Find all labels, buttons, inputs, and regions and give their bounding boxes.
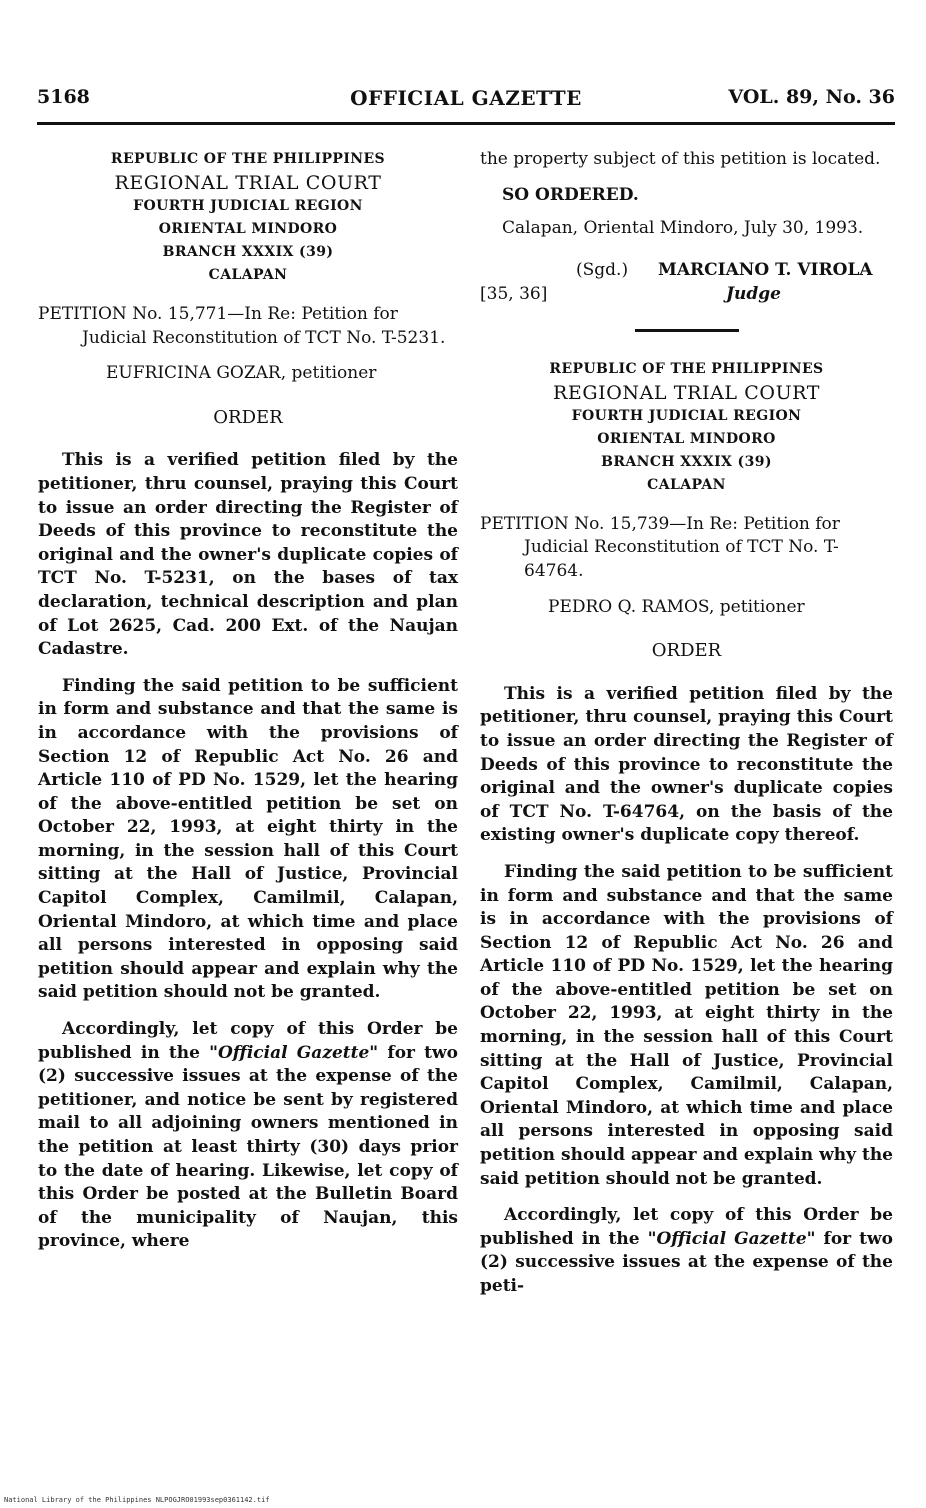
left-column <box>38 148 458 1267</box>
order-paragraph-2: Finding the said petition to be sufficient in form and substance and that the same is in accordance with the provisions of Section 12 of Republic Act No. 26 and Article 110 of PD No. 1529, let the hearing of the above-entitled petition be set on October 22, 1993, at eight thirty in the morning, in the session hall of this Court sitting at the Hall of Justice, Provincial Capitol Complex, Camilmil, Calapan, Oriental Mindoro, at which time and place all persons interested in opposing said petition should appear and explain why the said petition should not be granted. <box>480 861 893 1189</box>
paragraph-3-end: for two (2) successive issues at the expense of the peti- <box>480 1228 893 1296</box>
paragraph-3-start: Accordingly, let copy of this Order be published in the <box>480 1205 893 1249</box>
judge-name: MARCIANO T. VIROLA <box>658 259 873 280</box>
page-number: 5168 <box>37 86 90 108</box>
court-region: FOURTH JUDICIAL REGION <box>571 407 802 424</box>
court-province: ORIENTAL MINDORO <box>158 221 338 237</box>
paragraph-3-start: Accordingly, let copy of this Order be published in the <box>38 1019 458 1063</box>
order-paragraph-3 <box>480 1204 893 1298</box>
court-name: REGIONAL TRIAL COURT <box>114 172 382 194</box>
court-branch: BRANCH XXXIX (39) <box>162 244 334 260</box>
issue-numbers: [35, 36] <box>480 283 548 304</box>
volume-issue: VOL. 89, No. 36 <box>728 86 895 108</box>
petitioner-role: petitioner <box>719 596 805 617</box>
court-branch: BRANCH XXXIX (39) <box>601 453 772 470</box>
court-city: CALAPAN <box>208 267 288 283</box>
court-republic: REPUBLIC OF THE PHILIPPINES <box>110 151 386 167</box>
publication-name: "Official Gazette" <box>209 1042 379 1063</box>
petition-caption-2 <box>480 513 893 584</box>
right-column <box>480 148 893 1312</box>
court-province: ORIENTAL MINDORO <box>597 430 776 447</box>
petition-caption <box>38 303 458 350</box>
gazette-title: OFFICIAL GAZETTE <box>350 86 582 110</box>
signature-block <box>480 259 893 311</box>
petitioner-role: petitioner <box>291 363 377 384</box>
paragraph-3-end: for two (2) successive issues at the expense of the petitioner, and notice be sent by registered mail to all adjoining owners mentioned in the petition at least thirty (30) days prior to the date of hearing. Likewise, let copy of this Order be posted at the Bulletin Board of the municipality of Naujan, this province, where <box>38 1042 459 1252</box>
petition-label: PETITION <box>480 513 569 534</box>
court-region: FOURTH JUDICIAL REGION <box>133 198 363 214</box>
publication-name: "Official Gazette" <box>647 1228 816 1249</box>
order-paragraph-2: Finding the said petition to be sufficient in form and substance and that the same is in accordance with the provisions of Section 12 of Republic Act No. 26 and Article 110 of PD No. 1529, let the hearing of the above-entitled petition be set on October 22, 1993, at eight thirty in the morning, in the session hall of this Court sitting at the Hall of Justice, Provincial Capitol Complex, Camilmil, Calapan, Oriental Mindoro, at which time and place all persons interested in opposing said petition should appear and explain why the said petition should not be granted. <box>38 675 458 1003</box>
order-paragraph-3 <box>38 1018 458 1254</box>
order-paragraph-1: This is a verified petition filed by the petitioner, thru counsel, praying this Court to issue an order directing the Register of Deeds of this province to reconstitute the original and the owner's duplicate copies of TCT No. T-5231, on the bases of tax declaration, technical description and plan of Lot 2625, Cad. 200 Ext. of the Naujan Cadastre. <box>38 450 458 660</box>
petitioner-line <box>38 362 458 386</box>
order-paragraph-1: This is a verified petition filed by the petitioner, thru counsel, praying this Court to issue an order directing the Register of Deeds of this province to reconstitute the original and the owner's duplicate copies of TCT No. T-64764, on the basis of the existing owner's duplicate copy thereof. <box>480 683 893 846</box>
court-heading-2 <box>480 358 893 497</box>
continued-text: the property subject of this petition is located. <box>480 149 881 169</box>
header-rule <box>37 122 895 125</box>
signed-mark: (Sgd.) <box>576 259 629 280</box>
petition-text: No. 15,739—In Re: Petition for Judicial Reconstitution of TCT No. T-64764. <box>524 513 840 581</box>
court-republic: REPUBLIC OF THE PHILIPPINES <box>549 360 824 377</box>
petition-text: No. 15,771—In Re: Petition for Judicial Reconstitution of TCT No. T-5231. <box>82 304 446 348</box>
court-name: REGIONAL TRIAL COURT <box>552 381 821 404</box>
page-header <box>37 86 895 116</box>
judge-title: Judge <box>726 283 781 304</box>
order-heading: ORDER <box>213 406 283 428</box>
petitioner-line-2 <box>480 596 893 620</box>
court-city: CALAPAN <box>647 476 726 493</box>
court-heading <box>38 148 458 287</box>
date-place: Calapan, Oriental Mindoro, July 30, 1993. <box>502 218 864 239</box>
order-heading-2: ORDER <box>651 640 722 662</box>
petitioner-name: PEDRO Q. RAMOS, <box>548 596 715 617</box>
scan-credit: National Library of the Philippines NLPOGJRO01993sep0361142.tif <box>4 1496 270 1504</box>
petitioner-name: EUFRICINA GOZAR, <box>106 363 287 384</box>
so-ordered: SO ORDERED. <box>502 184 639 205</box>
notice-divider <box>635 329 739 332</box>
petition-label: PETITION <box>38 304 127 324</box>
